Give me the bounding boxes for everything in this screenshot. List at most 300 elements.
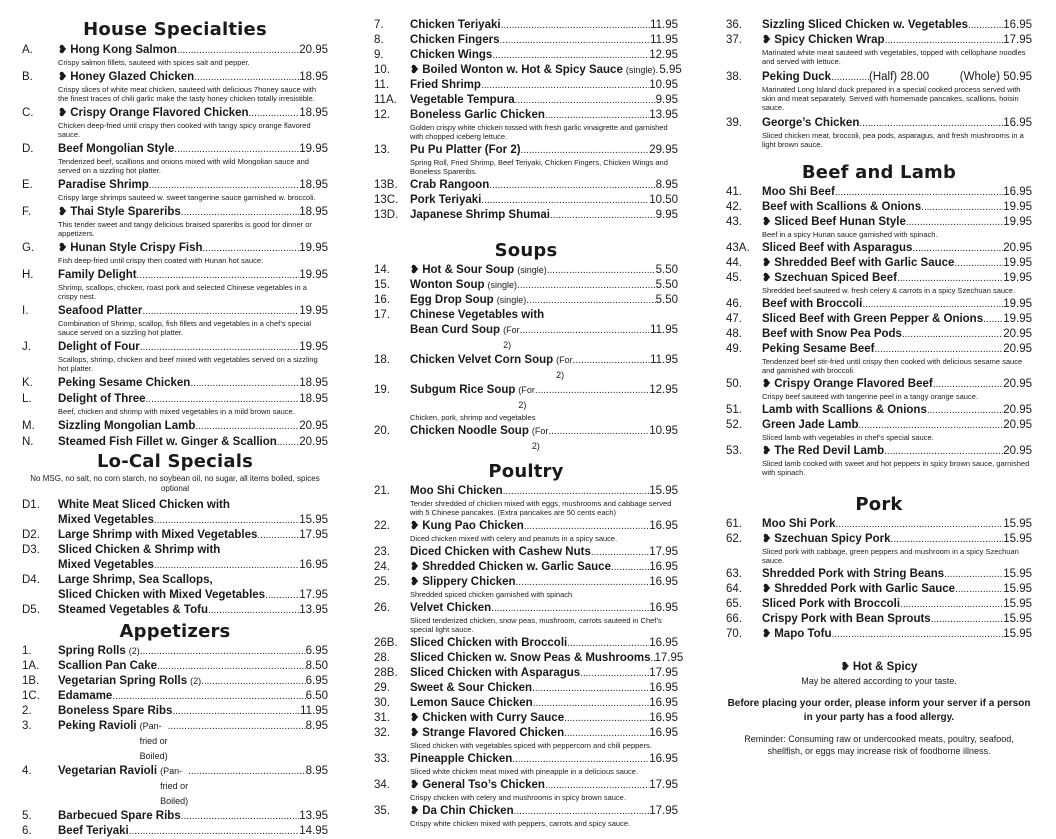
menu-item (726, 256, 1032, 271)
item-price: 16.95 (649, 727, 678, 739)
menu-item (726, 418, 1032, 444)
item-number: 13. (374, 144, 390, 156)
menu-item (726, 271, 1032, 297)
chili-pepper-icon: ❥ (58, 44, 68, 56)
item-name: Moo Shi Chicken (410, 485, 503, 497)
chili-pepper-icon: ❥ (762, 272, 772, 284)
item-name: Crispy Pork with Bean Sprouts (762, 613, 931, 625)
item-number: 43A. (726, 242, 750, 254)
item-description: Combination of Shrimp, scallop, fish fillets and vegetables in a chef’s special sauce served on a sizzling hot platter. (58, 319, 312, 337)
item-price: 19.95 (1003, 201, 1032, 213)
menu-item (22, 340, 328, 375)
item-name: Moo Shi Beef (762, 186, 835, 198)
chili-pepper-icon: ❥ (762, 257, 772, 269)
chili-pepper-icon: ❥ (58, 206, 68, 218)
item-number: 64. (726, 583, 742, 595)
menu-item (22, 674, 328, 689)
item-quantity: (Pan-fried or Boiled) (160, 766, 189, 806)
menu-item (374, 293, 678, 308)
item-name: Shredded Beef with Garlic Sauce (774, 257, 955, 269)
chili-pepper-icon: ❥ (410, 727, 420, 739)
item-price: 19.95 (1003, 272, 1032, 284)
item-name: Mixed Vegetables (58, 514, 154, 526)
localcal-intro: No MSG, no salt, no corn starch, no soybean oil, no sugar, all items boiled, spices optional (30, 474, 320, 493)
item-description: Crispy large shrimps sauteed w. sweet tangerine sauce garnished w. broccoli. (58, 193, 316, 202)
item-price: 19.95 (299, 305, 328, 317)
item-name: Beef Mongolian Style (58, 143, 175, 155)
menu-item (22, 241, 328, 267)
item-price: 5.50 (655, 279, 678, 291)
item-price: 16.95 (649, 682, 678, 694)
item-price: 6.95 (305, 675, 328, 687)
item-price: 29.95 (649, 144, 678, 156)
section-title-house-specialties: House Specialties (83, 19, 267, 40)
item-name: Chicken Fingers (410, 34, 500, 46)
section-title-appetizers: Appetizers (119, 621, 231, 642)
item-number: M. (22, 420, 35, 432)
menu-item (22, 268, 328, 303)
item-price: 9.95 (655, 94, 678, 106)
item-number: 14. (374, 264, 390, 276)
item-name: Sweet & Sour Chicken (410, 682, 533, 694)
item-name: Peking Sesame Beef (762, 343, 875, 355)
menu-column-right (726, 18, 1032, 757)
item-description: Fish deep-fried until crispy then coated with Hunan hot sauce. (58, 256, 264, 265)
section-title-pork: Pork (855, 494, 903, 515)
item-description: Tenderized beef stir-fried until crispy then cooked with delicious sesame sauce and garnished with broccoli. (762, 357, 1023, 375)
menu-item (374, 63, 682, 78)
item-number: J. (22, 341, 31, 353)
item-price: 19.95 (299, 341, 328, 353)
item-price: 5.95 (659, 64, 682, 76)
item-name: Sliced Pork with Broccoli (762, 598, 901, 610)
item-name: Egg Drop Soup (410, 294, 494, 306)
item-price: 18.95 (299, 206, 328, 218)
menu-item (22, 573, 328, 603)
item-name: Peking Ravioli (58, 720, 137, 732)
menu-item (374, 383, 678, 424)
item-description: Sliced white chicken meat mixed with pineapple in a delicious sauce. (410, 767, 639, 776)
menu-item (22, 704, 328, 719)
menu-item (22, 543, 328, 573)
item-number: 12. (374, 109, 390, 121)
item-number: 34. (374, 779, 390, 791)
item-number: 38. (726, 71, 742, 83)
item-price: 10.95 (649, 425, 678, 437)
item-number: 35. (374, 805, 390, 817)
item-name: Szechuan Spicy Pork (774, 533, 891, 545)
item-price: 16.95 (649, 602, 678, 614)
poultry-list (374, 484, 684, 830)
item-price: 16.95 (649, 561, 678, 573)
menu-item (374, 636, 678, 651)
item-number: 13D. (374, 209, 399, 221)
item-name: Sliced Beef Hunan Style (774, 216, 906, 228)
chili-pepper-icon: ❥ (762, 34, 772, 46)
menu-item (374, 308, 678, 353)
item-name: Spring Rolls (58, 645, 126, 657)
menu-item (726, 185, 1032, 200)
item-price: 17.95 (649, 667, 678, 679)
menu-item (374, 424, 678, 454)
item-number: 19. (374, 384, 390, 396)
item-name: Scallion Pan Cake (58, 660, 158, 672)
menu-column-middle (374, 18, 684, 830)
item-price: 12.95 (649, 384, 678, 396)
item-price: 20.95 (1003, 404, 1032, 416)
item-description: Chicken deep-fried until crispy then cooked with tangy spicy orange flavored sauce. (58, 121, 311, 139)
item-quantity: (For 2) (556, 355, 573, 380)
menu-item (22, 205, 328, 240)
menu-item (374, 545, 678, 560)
item-name: Steamed Vegetables & Tofu (58, 604, 208, 616)
item-price: 5.50 (655, 264, 678, 276)
item-number: 41. (726, 186, 742, 198)
item-number: 63. (726, 568, 742, 580)
item-number: 11. (374, 79, 390, 91)
chili-pepper-icon: ❥ (762, 628, 772, 640)
section-title-poultry: Poultry (488, 461, 564, 482)
menu-item (374, 278, 678, 293)
item-number: 43. (726, 216, 742, 228)
item-name: Shredded Pork with Garlic Sauce (774, 583, 956, 595)
item-description: Crispy chicken with celery and mushrooms in spicy brown sauce. (410, 793, 626, 802)
item-name: Mixed Vegetables (58, 559, 154, 571)
item-price: 15.95 (1003, 628, 1032, 640)
item-price: 16.95 (649, 712, 678, 724)
item-description: Sliced pork with cabbage, green peppers and mushroom in a spicy Szechuan sauce. (762, 547, 1019, 565)
menu-item (22, 809, 328, 824)
appetizers-list (22, 644, 328, 839)
item-number: D3. (22, 544, 40, 556)
item-price: 13.95 (299, 810, 328, 822)
item-price: 16.95 (649, 520, 678, 532)
item-number: 1C. (22, 690, 40, 702)
item-description: Diced chicken mixed with celery and peanuts in a spicy sauce. (410, 534, 618, 543)
item-price: 19.95 (299, 242, 328, 254)
menu-item (22, 764, 328, 809)
item-number: 22. (374, 520, 390, 532)
item-name: Crispy Orange Flavored Chicken (70, 107, 249, 119)
item-description: Beef in a spicy Hunan sauce garnished with spinach. (762, 230, 938, 239)
menu-item (726, 312, 1032, 327)
section-title-beef-lamb: Beef and Lamb (801, 162, 957, 183)
item-name: Subgum Rice Soup (410, 384, 516, 396)
item-price: 20.95 (1003, 419, 1032, 431)
menu-item (374, 143, 678, 178)
chili-pepper-icon: ❥ (410, 805, 420, 817)
item-description: This tender sweet and tangy delicious braised spareribs is good for dinner or appetizers. (58, 220, 312, 238)
menu-item (374, 560, 678, 575)
item-number: 15. (374, 279, 390, 291)
chili-pepper-icon: ❥ (410, 561, 420, 573)
item-name: Sliced Chicken with Mixed Vegetables (58, 589, 266, 601)
item-price: 18.95 (299, 107, 328, 119)
chili-pepper-icon: ❥ (58, 107, 68, 119)
chili-pepper-icon: ❥ (410, 576, 420, 588)
item-name: Hot & Sour Soup (422, 264, 515, 276)
item-name: Pork Teriyaki (410, 194, 482, 206)
item-name: General Tso’s Chicken (422, 779, 545, 791)
item-number: 16. (374, 294, 390, 306)
item-name: Pineapple Chicken (410, 753, 513, 765)
menu-item (726, 70, 1032, 114)
item-description: Shredded spiced chicken garnished with spinach (410, 590, 573, 599)
menu-item (22, 659, 328, 674)
menu-item (726, 327, 1032, 342)
menu-item (374, 33, 678, 48)
item-description: Sliced lamb cooked with sweet and hot peppers in spicy brown sauce, garnished with spinach. (762, 459, 1030, 477)
item-number: 49. (726, 343, 742, 355)
chili-pepper-icon: ❥ (410, 779, 420, 791)
chili-pepper-icon: ❥ (762, 216, 772, 228)
item-name: The Red Devil Lamb (774, 445, 885, 457)
item-quantity: (single) (496, 295, 527, 305)
item-description: Spring Roll, Fried Shrimp, Beef Teriyaki, Chicken Fingers, Chicken Wings and Boneless Spareribs. (410, 158, 668, 176)
item-name: Thai Style Spareribs (70, 206, 181, 218)
pork-list (726, 517, 1032, 642)
chili-pepper-icon: ❥ (762, 533, 772, 545)
menu-item (726, 627, 1032, 642)
item-name: Peking Sesame Chicken (58, 377, 191, 389)
item-price-half: (Half) 28.00 (869, 71, 930, 83)
menu-item (22, 376, 328, 391)
chili-pepper-icon: ❥ (840, 661, 850, 673)
item-name: Boneless Spare Ribs (58, 705, 173, 717)
item-quantity: (For 2) (531, 426, 549, 451)
item-name: Paradise Shrimp (58, 179, 149, 191)
item-name: Slippery Chicken (422, 576, 516, 588)
menu-column-left (22, 18, 328, 839)
menu-item (726, 444, 1032, 479)
item-price: 18.95 (299, 377, 328, 389)
item-price: 17.95 (654, 652, 684, 664)
item-price: 17.95 (649, 805, 678, 817)
item-price: 17.95 (299, 529, 328, 541)
item-name: Peking Duck (762, 71, 832, 83)
item-price: 16.95 (1003, 186, 1032, 198)
item-name: Szechuan Spiced Beef (774, 272, 897, 284)
item-number: 5. (22, 810, 32, 822)
item-name: Kung Pao Chicken (422, 520, 524, 532)
item-number: 18. (374, 354, 390, 366)
item-price: 15.95 (1003, 613, 1032, 625)
menu-item (726, 200, 1032, 215)
chili-pepper-icon: ❥ (762, 583, 772, 595)
menu-item (22, 435, 328, 450)
item-price: 8.95 (655, 179, 678, 191)
item-name: Mapo Tofu (774, 628, 832, 640)
item-number: 10. (374, 64, 390, 76)
legend-subtitle: May be altered according to your taste. (801, 676, 957, 686)
item-name: Sliced Chicken w. Snow Peas & Mushrooms (410, 652, 651, 664)
item-name: Sliced Chicken with Asparagus (410, 667, 581, 679)
item-name: Strange Flavored Chicken (422, 727, 565, 739)
item-name: Vegetarian Ravioli (58, 765, 158, 777)
item-number: 20. (374, 425, 390, 437)
item-number: 48. (726, 328, 742, 340)
item-number: D5. (22, 604, 40, 616)
item-price: 19.95 (1003, 216, 1032, 228)
menu-item (726, 297, 1032, 312)
item-name: Family Delight (58, 269, 137, 281)
menu-item (22, 824, 328, 839)
menu-item (726, 532, 1032, 567)
item-number: 52. (726, 419, 742, 431)
item-description: Golden crispy white chicken tossed with fresh garlic vinaigrette and garnished with chopped iceberg lettuce. (410, 123, 668, 141)
item-description: Tender shredded of chicken mixed with eggs, mushrooms and cabbage served with 5 Chinese pancakes. (Extra pancakes are 50 cents each) (410, 499, 672, 517)
item-description: Crispy beef sauteed with tangerine peel in a tangy orange sauce. (762, 392, 978, 401)
item-price: 12.95 (649, 49, 678, 61)
item-number: 6. (22, 825, 32, 837)
item-price: 19.95 (299, 143, 328, 155)
menu-item (22, 644, 328, 659)
appetizers-continued-list (374, 18, 682, 223)
item-name: Japanese Shrimp Shumai (410, 209, 550, 221)
chili-pepper-icon: ❥ (410, 712, 420, 724)
item-name: Diced Chicken with Cashew Nuts (410, 546, 591, 558)
item-number: 53. (726, 445, 742, 457)
item-description: Chicken, pork, shrimp and vegetables (410, 413, 536, 422)
item-name: Delight of Four (58, 341, 140, 353)
menu-item (22, 70, 328, 105)
item-number: 44. (726, 257, 742, 269)
item-price: 19.95 (1003, 298, 1032, 310)
item-price: 16.95 (649, 753, 678, 765)
menu-item (374, 108, 678, 143)
item-number: 11A. (374, 94, 397, 106)
item-price: 10.95 (649, 79, 678, 91)
item-number: F. (22, 206, 31, 218)
item-name: Vegetarian Spring Rolls (58, 675, 188, 687)
item-quantity: (single) (517, 265, 547, 275)
item-price: 20.95 (1003, 378, 1032, 390)
item-number: 36. (726, 19, 742, 31)
item-name-line1: Chinese Vegetables with (410, 309, 545, 321)
item-price: 5.50 (655, 294, 678, 306)
item-name: Lamb with Scallions & Onions (762, 404, 927, 416)
item-number: 1. (22, 645, 32, 657)
item-number: 42. (726, 201, 742, 213)
menu-item (726, 241, 1032, 256)
item-price: 16.95 (649, 576, 678, 588)
item-name: Spicy Chicken Wrap (774, 34, 885, 46)
menu-item (374, 484, 678, 519)
item-name: Sizzling Sliced Chicken w. Vegetables (762, 19, 969, 31)
item-name: Crab Rangoon (410, 179, 490, 191)
item-name: Sliced Chicken with Broccoli (410, 637, 568, 649)
menu-item (374, 18, 678, 33)
item-name: Moo Shi Pork (762, 518, 836, 530)
item-price: 17.95 (1003, 34, 1032, 46)
item-price: 15.95 (1003, 533, 1032, 545)
item-number: 66. (726, 613, 742, 625)
item-number: N. (22, 436, 34, 448)
menu-item (726, 597, 1032, 612)
item-number: D4. (22, 574, 40, 586)
menu-item (374, 711, 678, 726)
chili-pepper-icon: ❥ (762, 445, 772, 457)
item-price: 11.95 (650, 324, 678, 336)
menu-item (374, 651, 684, 666)
menu-item (374, 353, 678, 383)
item-number: 4. (22, 765, 32, 777)
item-name: Beef Teriyaki (58, 825, 129, 837)
item-number: 50. (726, 378, 742, 390)
item-name: Honey Glazed Chicken (70, 71, 195, 83)
item-description: Crispy white chicken mixed with peppers, carrots and spicy sauce. (410, 819, 631, 828)
menu-item (22, 603, 328, 618)
item-number: K. (22, 377, 33, 389)
item-name: Boiled Wonton w. Hot & Spicy Sauce (422, 64, 623, 76)
item-number: G. (22, 242, 35, 254)
item-name: Boneless Garlic Chicken (410, 109, 545, 121)
item-name: Crispy Orange Flavored Beef (774, 378, 933, 390)
menu-item (374, 681, 678, 696)
item-number: 13C. (374, 194, 399, 206)
item-quantity: (Pan-fried or Boiled) (139, 721, 168, 761)
menu-item (22, 304, 328, 339)
menu-item (726, 342, 1032, 377)
item-number: 13B. (374, 179, 398, 191)
item-quantity: (For 2) (518, 385, 535, 410)
item-description: Marinated white meat sauteed with vegetables, topped with cellophane noodles and served with lettuce. (762, 48, 1026, 66)
item-number: 30. (374, 697, 390, 709)
menu-item (374, 752, 678, 778)
item-number: 46. (726, 298, 742, 310)
menu-item (726, 612, 1032, 627)
item-price: 20.95 (1003, 445, 1032, 457)
item-number: I. (22, 305, 29, 317)
item-name: Velvet Chicken (410, 602, 492, 614)
item-number: 21. (374, 485, 390, 497)
item-number: 45. (726, 272, 742, 284)
item-name: Green Jade Lamb (762, 419, 859, 431)
section-title-localcal: Lo-Cal Specials (96, 451, 254, 472)
menu-item (374, 78, 678, 93)
menu-item (22, 498, 328, 528)
item-price: 8.50 (305, 660, 328, 672)
item-quantity: (2) (190, 676, 202, 686)
item-number: 70. (726, 628, 742, 640)
item-price: 8.95 (305, 765, 328, 777)
menu-item (374, 93, 678, 108)
item-description: Sliced lamb with vegetables in chef’s special sauce. (762, 433, 934, 442)
item-name: Vegetable Tempura (410, 94, 515, 106)
item-name: Seafood Platter (58, 305, 143, 317)
item-description: Crispy slices of white meat chicken, sauteed with delicious 7honey sauce with the finest traces of chili garlic make the tasty honey chicken totally irresistible. (58, 85, 317, 103)
item-name: Wonton Soup (410, 279, 485, 291)
localcal-list (22, 498, 328, 618)
item-number: D1. (22, 499, 40, 511)
item-number: 37. (726, 34, 742, 46)
item-price: 10.50 (649, 194, 678, 206)
item-number: 28B. (374, 667, 398, 679)
item-name: Chicken Noodle Soup (410, 425, 529, 437)
item-name: Bean Curd Soup (410, 324, 501, 336)
item-name: Chicken Teriyaki (410, 19, 501, 31)
item-number: 61. (726, 518, 742, 530)
chili-pepper-icon: ❥ (58, 71, 68, 83)
menu-item (726, 377, 1032, 403)
item-name: Delight of Three (58, 393, 146, 405)
menu-item (374, 48, 678, 63)
legend-title: Hot & Spicy (852, 661, 918, 673)
item-name: Hong Kong Salmon (70, 44, 177, 56)
item-number: 23. (374, 546, 390, 558)
menu-item (374, 778, 678, 804)
item-description: Sliced chicken meat, broccoli, pea pods, asparagus, and fresh mushrooms in a light brown sauce. (762, 131, 1024, 149)
